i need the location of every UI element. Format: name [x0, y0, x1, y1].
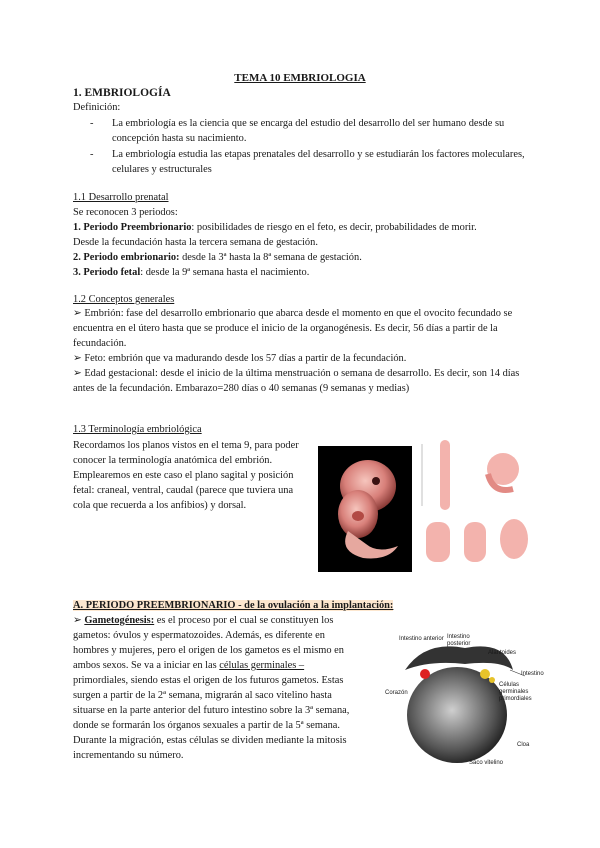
text-line — [73, 613, 373, 628]
period-3-label: 3. Periodo fetal — [73, 267, 141, 278]
text-line: gametos: óvulos y espermatozoides. Además, es diferente en — [73, 630, 325, 641]
period-3 — [73, 265, 543, 280]
germinal-cells-term: células germinales – — [219, 660, 305, 671]
gametogenesis-label: Gametogénesis: — [84, 615, 155, 626]
arrow-icon: ➢ — [73, 308, 82, 319]
terminology-text: Recordamos los planos vistos en el tema 9, para poder conocer la terminología anatómica del embrión. Emplearemos en este caso el plano sagital y posición fetal: craneal, ventral, caudal (parece que tuviera una cola que recuerda a los anfibios) y dorsal. — [73, 440, 299, 511]
concept-text: Embrión: fase del desarrollo embrionario que abarca desde el momento en que el ovocito fecundado se encuentra en el útero hasta que se produce el inicio de la organogénesis. Es decir, 56 días a partir de la fecundación. — [73, 308, 513, 349]
text-line: incrementando su número. — [73, 750, 184, 761]
periods-intro: Se reconocen 3 periodos: — [73, 207, 178, 218]
text-line: Durante la migración, estas células se dividen mediante la mitosis — [73, 735, 347, 746]
text-line: surgen a partir de la 2ª semana, migrarán al saco vitelino hasta — [73, 690, 332, 701]
subsection-heading-desarrollo: 1.1 Desarrollo prenatal — [73, 192, 169, 203]
sagittal-illustration — [418, 434, 536, 574]
period-1 — [73, 220, 543, 235]
label-saco-vitelino: Saco vitelino — [469, 760, 504, 766]
period-3-text: : desde la 9ª semana hasta el nacimiento. — [140, 267, 310, 278]
definition-list — [90, 116, 540, 177]
period-2-label: 2. Periodo embrionario: — [73, 252, 180, 263]
section-heading-preembrionario — [73, 598, 393, 613]
sagittal-diagram — [418, 434, 536, 574]
subsection-heading-terminologia: 1.3 Terminología embriológica — [73, 424, 202, 435]
text-line: primordiales, siendo estas el origen de los futuros gametos. Estas — [73, 675, 344, 686]
period-1-label: 1. Periodo Preembrionario — [73, 222, 192, 233]
label-intestino-anterior: Intestino anterior — [399, 636, 444, 642]
label-intestino: Intestino — [521, 671, 544, 677]
concept-item — [73, 306, 533, 351]
arrow-icon: ➢ — [73, 353, 82, 364]
label-intestino-posterior: Intestino posterior — [447, 634, 471, 647]
definition-text: La embriología es la ciencia que se encarga del estudio del desarrollo del ser humano desde su concepción hasta su nacimiento. — [112, 118, 505, 144]
label-cloaca: Cloa — [517, 742, 530, 748]
label-alantoides: Alantoides — [488, 650, 517, 656]
period-2 — [73, 250, 543, 265]
arrow-icon: ➢ — [73, 368, 82, 379]
definition-label: Definición: — [73, 102, 121, 113]
arrow-icon: ➢ — [73, 615, 82, 626]
concept-text: Feto: embrión que va madurando desde los 57 días a partir de la fecundación. — [84, 353, 407, 364]
section-a-title: A. PERIODO PREEMBRIONARIO - de la ovulación a la implantación: — [73, 600, 394, 611]
period-2-text: desde la 3ª hasta la 8ª semana de gestación. — [179, 252, 362, 263]
bullet-marker: - — [90, 118, 94, 129]
definition-text: La embriología estudia las etapas prenatales del desarrollo y se estudiarán los factores moleculares, celulares y estructurales — [112, 149, 525, 175]
label-celulas-germinales: Células germinales primordiales — [499, 682, 532, 702]
concept-text: Edad gestacional: desde el inicio de la última menstruación o semana de desarrollo. Es decir, son 14 días antes de la fecundación. Embarazo=280 días o 40 semanas (9 semanas y medias) — [73, 368, 520, 394]
concept-item — [73, 351, 533, 366]
definition-item — [90, 116, 540, 146]
subsection-heading-conceptos: 1.2 Conceptos generales — [73, 294, 175, 305]
period-1-text: : posibilidades de riesgo en el feto, es decir, probabilidades de morir. — [191, 222, 477, 233]
text-line: donde se formarán los órganos sexuales a partir de la 5ª semana. — [73, 720, 340, 731]
concept-list — [73, 306, 533, 396]
definition-item — [90, 147, 540, 177]
embryo-illustration — [318, 446, 412, 572]
period-1-cont: Desde la fecundación hasta la tercera semana de gestación. — [73, 237, 318, 248]
period-list — [73, 220, 543, 280]
gametogenesis-paragraph — [73, 613, 373, 763]
embryo-photo — [318, 446, 412, 572]
section-heading-embriologia: 1. EMBRIOLOGÍA — [73, 87, 171, 99]
bullet-marker: - — [90, 149, 94, 160]
concept-item — [73, 366, 533, 396]
line-text: ambos sexos. Se va a iniciar en las — [73, 660, 220, 671]
line-text: es el proceso por el cual se constituyen los — [154, 615, 334, 626]
page-title: TEMA 10 EMBRIOLOGIA — [234, 72, 366, 84]
text-line — [73, 658, 373, 673]
text-line: situarse en la parte anterior del futuro intestino sobre la 3ª semana, — [73, 705, 350, 716]
text-line: hombres y mujeres, pero el origen de los gametos es el mismo en — [73, 645, 344, 656]
label-corazon: Corazón — [385, 690, 408, 696]
yolk-sac-diagram — [385, 630, 545, 770]
